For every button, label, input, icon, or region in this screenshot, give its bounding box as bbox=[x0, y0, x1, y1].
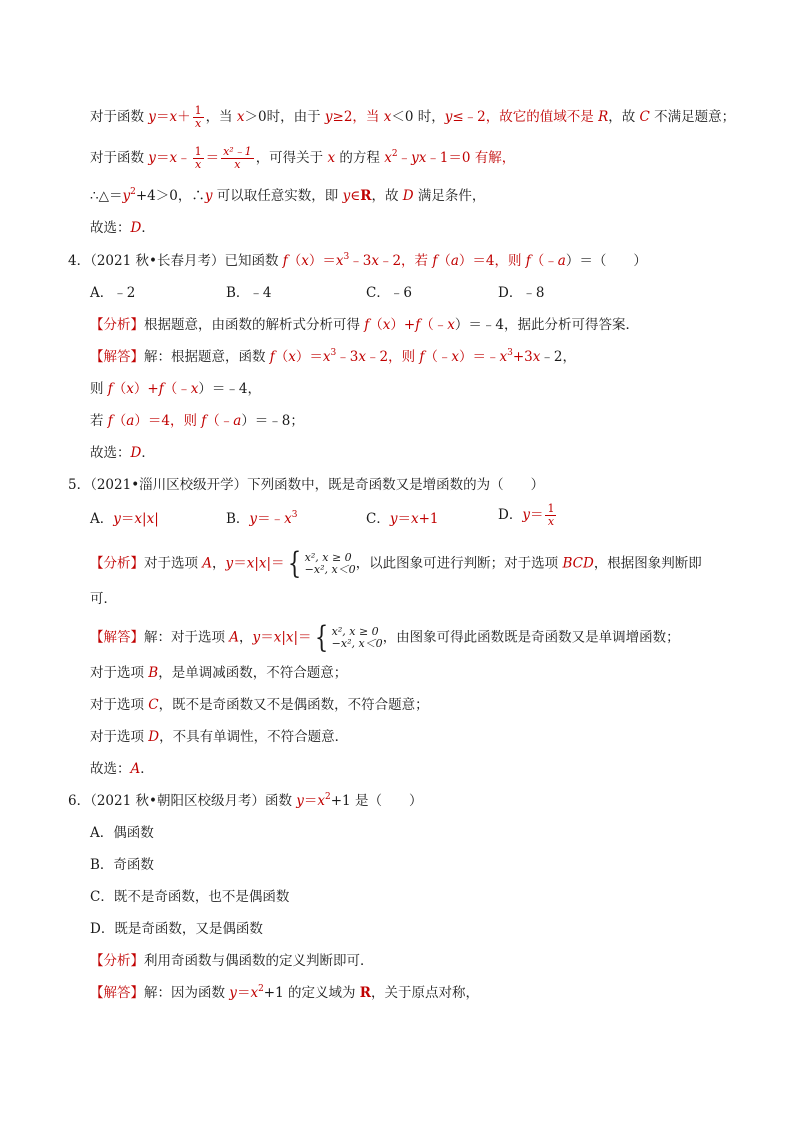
var: C bbox=[639, 109, 650, 125]
text: ＝ bbox=[120, 511, 135, 527]
q5-answer bbox=[90, 620, 680, 655]
text: ﹣3 bbox=[349, 253, 372, 269]
text: ． bbox=[141, 220, 155, 236]
text: |＝ bbox=[266, 555, 285, 572]
q5-option-b bbox=[226, 509, 297, 529]
text: 解：因为函数 bbox=[144, 985, 230, 1001]
s3-line-2 bbox=[90, 146, 515, 171]
text: （ bbox=[369, 317, 383, 333]
var: x bbox=[499, 349, 508, 365]
var: y bbox=[252, 629, 261, 646]
q5-option-d bbox=[498, 503, 558, 528]
cases bbox=[305, 552, 356, 576]
case: −x², x＜0 bbox=[304, 563, 356, 576]
text: ）＝4，则 bbox=[134, 413, 202, 429]
var: a bbox=[450, 253, 459, 269]
var: x bbox=[273, 629, 282, 646]
q4-line-3 bbox=[90, 411, 304, 431]
answer-tag: 【解答】 bbox=[90, 985, 144, 1001]
text: 可以取任意实数，即 bbox=[212, 188, 343, 204]
text: ）＝4，则 bbox=[458, 253, 526, 269]
text: +1 是（ ） bbox=[330, 793, 423, 809]
text: B． bbox=[226, 511, 250, 527]
denominator: x bbox=[234, 158, 241, 171]
var: x bbox=[284, 511, 292, 527]
var: x bbox=[335, 253, 344, 269]
denominator: x bbox=[547, 515, 555, 528]
text: 解：对于选项 bbox=[144, 629, 230, 646]
var: a bbox=[233, 413, 242, 429]
text: ＝﹣ bbox=[257, 511, 285, 527]
piecewise-function bbox=[285, 546, 356, 581]
text: ， bbox=[212, 555, 226, 572]
exponent: 2 bbox=[325, 792, 331, 802]
text: | bbox=[281, 629, 286, 646]
text: （ bbox=[274, 349, 289, 365]
q4-option-d: D．﹣8 bbox=[498, 285, 545, 301]
analysis-tag: 【分析】 bbox=[90, 555, 144, 572]
var: x bbox=[301, 253, 309, 269]
text: ）＝﹣ bbox=[459, 349, 500, 365]
var: x bbox=[532, 349, 541, 365]
var: y bbox=[324, 109, 333, 125]
q4-line-2 bbox=[90, 379, 261, 399]
var: BCD bbox=[562, 555, 594, 572]
text: D． bbox=[498, 507, 523, 523]
var: A bbox=[229, 629, 240, 646]
var: f bbox=[364, 317, 370, 333]
var: y bbox=[522, 507, 530, 523]
text: 根据题意，由函数的解析式分析可得 bbox=[144, 317, 365, 333]
q5-analysis bbox=[90, 546, 702, 581]
text: 对于函数 bbox=[90, 150, 149, 166]
text: （ bbox=[112, 413, 127, 429]
var: x bbox=[285, 629, 294, 646]
text: 故选： bbox=[90, 445, 131, 461]
var: x bbox=[169, 150, 178, 166]
text: ≥2，当 bbox=[332, 109, 384, 125]
text: ＝ bbox=[233, 555, 247, 572]
q4-option-a: A．﹣2 bbox=[90, 285, 136, 301]
text: （ bbox=[437, 253, 451, 269]
text: ，是单调减函数，不符合题意； bbox=[158, 665, 348, 681]
s3-line-4 bbox=[90, 218, 155, 238]
s3-line-1 bbox=[90, 105, 735, 130]
text: |＝ bbox=[293, 629, 312, 646]
q5-line-2 bbox=[90, 663, 347, 683]
var: C bbox=[148, 697, 159, 713]
exponent: 2 bbox=[391, 149, 398, 159]
text: +1 的定义域为 bbox=[263, 985, 360, 1001]
exponent: 3 bbox=[343, 252, 350, 262]
var: y bbox=[249, 511, 258, 527]
var: x bbox=[236, 109, 245, 125]
var: x bbox=[146, 511, 155, 527]
text: ，故 bbox=[608, 109, 640, 125]
q4-option-c: C．﹣6 bbox=[366, 285, 412, 301]
var: D bbox=[130, 445, 142, 461]
var: x bbox=[383, 109, 392, 125]
text: ﹣2， bbox=[540, 349, 576, 365]
var: y bbox=[113, 511, 121, 527]
text: ≤﹣2，故它的值域不是 bbox=[452, 109, 599, 125]
fraction bbox=[193, 105, 204, 130]
text: | bbox=[142, 511, 147, 527]
text: 对于选项 bbox=[90, 729, 149, 745]
text: +3 bbox=[512, 349, 533, 365]
text: ）＝ bbox=[295, 349, 323, 365]
text: ＝ bbox=[155, 150, 170, 166]
var: x bbox=[322, 349, 331, 365]
text: 对于函数 bbox=[90, 109, 149, 125]
text: ＝ bbox=[205, 150, 220, 166]
text: +1 bbox=[418, 511, 439, 527]
text: ，以此图象可进行判断；对于选项 bbox=[355, 555, 563, 572]
text: 利用奇函数与偶函数的定义判断即可． bbox=[144, 953, 374, 969]
q4-analysis bbox=[90, 315, 639, 335]
q6-analysis bbox=[90, 951, 374, 971]
var: x bbox=[250, 985, 259, 1001]
q5-line-3 bbox=[90, 695, 429, 715]
text: 4．（2021 秋•长春月考）已知函数 bbox=[68, 253, 283, 269]
q6-option-c: C．既不是奇函数，也不是偶函数 bbox=[90, 889, 290, 905]
exponent: 3 bbox=[330, 348, 337, 358]
q5-line-5 bbox=[90, 759, 154, 779]
text: ）＝﹣4， bbox=[198, 381, 261, 397]
case: x², x ≥ 0 bbox=[304, 551, 352, 564]
set-R: R bbox=[360, 188, 372, 204]
text: C． bbox=[366, 511, 390, 527]
var: y bbox=[296, 793, 304, 809]
text: ﹣2，若 bbox=[378, 253, 433, 269]
var: y bbox=[389, 511, 398, 527]
text: +4＞0，∴ bbox=[135, 188, 205, 204]
text: ＝ bbox=[260, 629, 274, 646]
text: ＜0 时， bbox=[391, 109, 445, 125]
text: ，可得关于 bbox=[255, 150, 328, 166]
q6-answer bbox=[90, 983, 479, 1003]
text: ，关于原点对称， bbox=[371, 985, 480, 1001]
q4-answer bbox=[90, 347, 576, 367]
var: y bbox=[204, 188, 213, 204]
var: y bbox=[225, 555, 234, 572]
var: x bbox=[126, 381, 134, 397]
text: （﹣ bbox=[530, 253, 558, 269]
text: 的方程 bbox=[335, 150, 385, 166]
var: D bbox=[148, 729, 160, 745]
text: ﹣ bbox=[177, 150, 191, 166]
text: ，根据图象判断即 bbox=[593, 555, 702, 572]
text: ． bbox=[141, 445, 155, 461]
var: y bbox=[342, 188, 351, 204]
exponent: 3 bbox=[291, 510, 298, 520]
var: f bbox=[415, 317, 421, 333]
answer-tag: 【解答】 bbox=[90, 349, 144, 365]
denominator: x bbox=[194, 117, 202, 130]
text: ﹣2，则 bbox=[366, 349, 420, 365]
var: x bbox=[410, 511, 419, 527]
var: D bbox=[130, 220, 142, 236]
var: f bbox=[107, 413, 113, 429]
text: ，由图象可得此函数既是奇函数又是单调增函数； bbox=[382, 629, 680, 646]
text: ＞0时，由于 bbox=[244, 109, 325, 125]
var: A bbox=[130, 761, 141, 777]
var: B bbox=[148, 665, 159, 681]
var: f bbox=[432, 253, 438, 269]
var: x bbox=[447, 317, 455, 333]
var: x bbox=[317, 793, 326, 809]
q5-option-a bbox=[90, 509, 159, 529]
var: R bbox=[598, 109, 609, 125]
exponent: 3 bbox=[507, 348, 513, 358]
text: 则 bbox=[90, 381, 108, 397]
var: y bbox=[122, 188, 131, 204]
var: f bbox=[419, 349, 425, 365]
text: ∴△＝ bbox=[90, 188, 123, 204]
var: a bbox=[557, 253, 566, 269]
q5-stem: 5．（2021•淄川区校级开学）下列函数中，既是奇函数又是增函数的为（ ） bbox=[68, 477, 545, 493]
var: A bbox=[202, 555, 213, 572]
numerator: 1 bbox=[547, 502, 555, 515]
text: ，不具有单调性，不符合题意． bbox=[159, 729, 349, 745]
text: 故选： bbox=[90, 220, 131, 236]
text: ）+ bbox=[133, 381, 159, 397]
text: 解：根据题意，函数 bbox=[144, 349, 270, 365]
q4-option-b: B．﹣4 bbox=[226, 285, 272, 301]
text: 6．（2021 秋•朝阳区校级月考）函数 bbox=[68, 793, 297, 809]
text: （﹣ bbox=[420, 317, 448, 333]
var: f bbox=[269, 349, 275, 365]
text: A． bbox=[90, 511, 114, 527]
var: x bbox=[246, 555, 255, 572]
var: x bbox=[451, 349, 460, 365]
q6-stem bbox=[68, 791, 422, 811]
case: x², x ≥ 0 bbox=[331, 625, 379, 638]
denominator: x bbox=[194, 158, 202, 171]
q5-option-c bbox=[366, 509, 439, 529]
text: ＋ bbox=[177, 109, 191, 125]
text: （﹣ bbox=[163, 381, 191, 397]
text: （﹣ bbox=[206, 413, 234, 429]
brace: { bbox=[287, 546, 301, 581]
text: ∈ bbox=[350, 188, 361, 204]
text: ）＝﹣4，据此分析可得答案． bbox=[454, 317, 639, 333]
answer-tag: 【解答】 bbox=[90, 629, 144, 646]
var: y bbox=[148, 109, 156, 125]
var: x bbox=[134, 511, 143, 527]
text: ＝ bbox=[303, 793, 318, 809]
text: ＝ bbox=[397, 511, 411, 527]
q4-stem bbox=[68, 251, 647, 271]
text: （ bbox=[287, 253, 302, 269]
var: f bbox=[107, 381, 113, 397]
text: 若 bbox=[90, 413, 108, 429]
fraction bbox=[193, 146, 204, 171]
text: ＝ bbox=[529, 507, 544, 523]
var: x bbox=[358, 349, 366, 365]
var: x bbox=[371, 253, 379, 269]
var: y bbox=[229, 985, 237, 1001]
var: x bbox=[169, 109, 178, 125]
q5-line-4 bbox=[90, 727, 348, 747]
text: ﹣3 bbox=[336, 349, 359, 365]
analysis-tag: 【分析】 bbox=[90, 953, 144, 969]
text: ）+ bbox=[390, 317, 416, 333]
piecewise-function bbox=[312, 620, 383, 655]
text: ）＝ bbox=[308, 253, 336, 269]
text: ）＝（ ） bbox=[565, 253, 647, 269]
q6-option-b: B．奇函数 bbox=[90, 857, 154, 873]
text: ＝ bbox=[155, 109, 170, 125]
set-R: R bbox=[359, 985, 372, 1001]
text: | bbox=[254, 555, 259, 572]
cases bbox=[332, 626, 383, 650]
exponent: 2 bbox=[258, 984, 264, 994]
var: x bbox=[288, 349, 296, 365]
q4-line-4 bbox=[90, 443, 155, 463]
case: −x², x＜0 bbox=[331, 637, 383, 650]
var: f bbox=[158, 381, 164, 397]
var: yx bbox=[411, 150, 427, 166]
text: ， bbox=[239, 629, 253, 646]
text: 对于选项 bbox=[90, 697, 149, 713]
fraction bbox=[545, 503, 556, 528]
var: x bbox=[384, 150, 392, 166]
text: ）＝﹣8； bbox=[241, 413, 304, 429]
var: x bbox=[382, 317, 391, 333]
var: x bbox=[327, 150, 336, 166]
text: ﹣1＝0 有解， bbox=[426, 150, 516, 166]
text: 不满足题意； bbox=[649, 109, 736, 125]
var: x bbox=[258, 555, 267, 572]
numerator: 1 bbox=[194, 104, 202, 117]
text: | bbox=[154, 511, 159, 527]
var: f bbox=[201, 413, 207, 429]
text: ，当 bbox=[205, 109, 237, 125]
numerator: x²﹣1 bbox=[223, 145, 252, 158]
exponent: 2 bbox=[130, 187, 136, 197]
text: 对于选项 bbox=[144, 555, 203, 572]
text: 故选： bbox=[90, 761, 131, 777]
var: a bbox=[126, 413, 135, 429]
var: f bbox=[525, 253, 531, 269]
text: ． bbox=[140, 761, 154, 777]
q6-option-a: A．偶函数 bbox=[90, 825, 154, 841]
numerator: 1 bbox=[194, 145, 202, 158]
text: ＝ bbox=[236, 985, 251, 1001]
var: D bbox=[402, 188, 414, 204]
s3-line-3 bbox=[90, 186, 485, 206]
text: （ bbox=[112, 381, 127, 397]
text: ，既不是奇函数又不是偶函数，不符合题意； bbox=[158, 697, 429, 713]
q6-option-d: D．既是奇函数，又是偶函数 bbox=[90, 921, 263, 937]
text: 满足条件， bbox=[413, 188, 486, 204]
var: y bbox=[148, 150, 156, 166]
text: ﹣ bbox=[397, 150, 412, 166]
analysis-tag: 【分析】 bbox=[90, 317, 144, 333]
text: （﹣ bbox=[424, 349, 452, 365]
fraction bbox=[221, 146, 254, 171]
q5-analysis-cont: 可． bbox=[90, 591, 117, 607]
text: 对于选项 bbox=[90, 665, 149, 681]
var: y bbox=[444, 109, 453, 125]
brace: { bbox=[314, 620, 328, 655]
var: x bbox=[190, 381, 199, 397]
var: f bbox=[282, 253, 288, 269]
text: ，故 bbox=[371, 188, 403, 204]
